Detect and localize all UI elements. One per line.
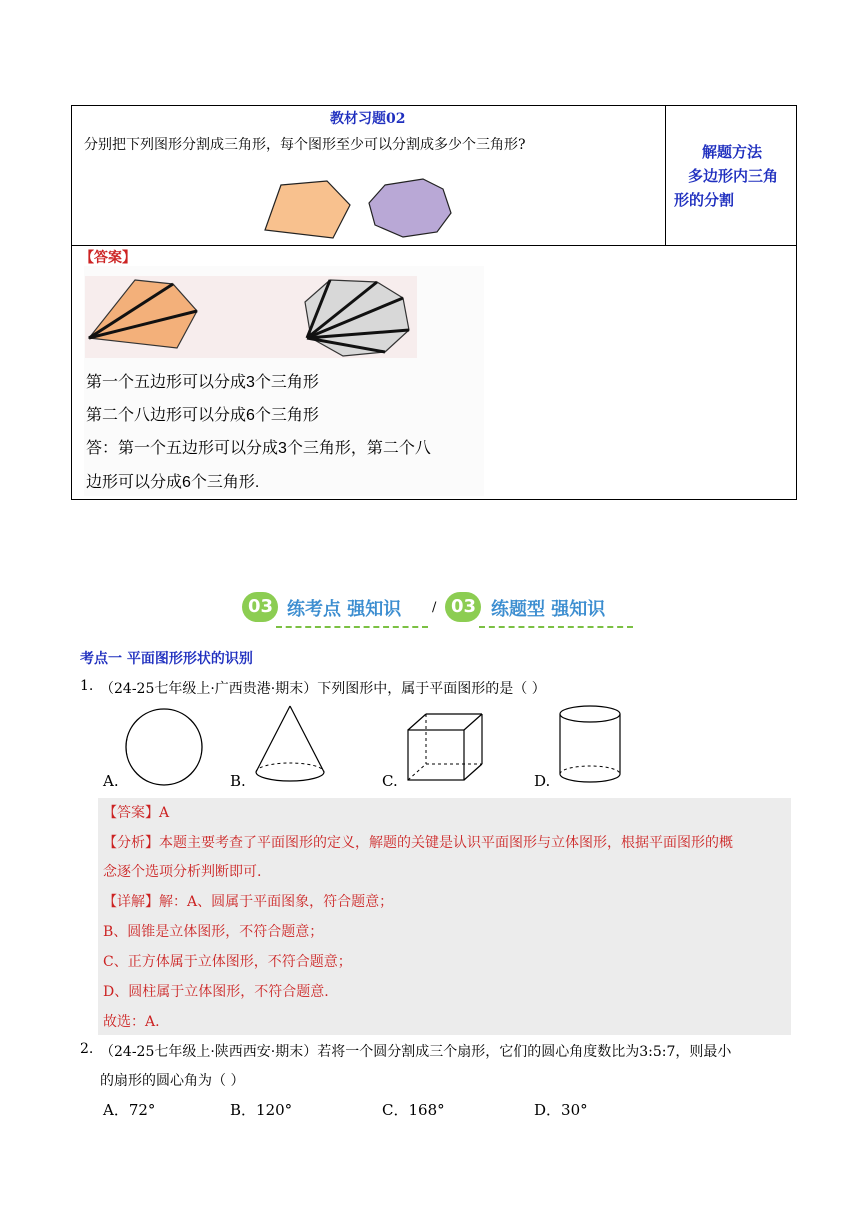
q2-option-b: B．120° <box>230 1101 293 1119</box>
q1-option-d: D. <box>534 772 551 790</box>
q1-detail: 【详解】解：A、圆属于平面图象，符合题意； <box>103 894 394 910</box>
cylinder-figure <box>560 706 620 782</box>
banner-underline-right <box>479 626 633 628</box>
octagon-shape <box>369 179 451 237</box>
pentagon-shape <box>265 181 350 238</box>
circle-figure <box>126 709 202 785</box>
q1-option-c: C. <box>382 772 398 790</box>
banner-underline-left <box>276 626 428 628</box>
answer-line-2: 第二个八边形可以分成6个三角形 <box>86 407 319 424</box>
q1-option-b: B. <box>230 772 246 790</box>
q1-detail-b: B、圆锥是立体图形，不符合题意； <box>103 924 324 940</box>
question-polygons <box>255 175 465 245</box>
q2-option-a: A．72° <box>103 1101 156 1119</box>
q1-figures <box>120 702 640 787</box>
cube-figure <box>408 714 482 780</box>
q1-conclusion: 故选：A. <box>103 1014 160 1030</box>
answer-diagram <box>85 276 417 358</box>
box-divider-vertical <box>665 105 666 245</box>
q1-detail-d: D、圆柱属于立体图形，不符合题意. <box>103 984 329 1000</box>
q1-analysis: 【分析】本题主要考查了平面图形的定义，解题的关键是认识平面图形与立体图形，根据平面图形的概 <box>103 835 733 851</box>
answer-line-1: 第一个五边形可以分成3个三角形 <box>86 374 319 391</box>
method-line-1: 多边形内三角 <box>688 167 779 185</box>
section-title: 考点一 平面图形形状的识别 <box>80 651 253 667</box>
banner-text-right: 练题型 强知识 <box>491 599 606 620</box>
answer-tag: 【答案】 <box>80 250 136 266</box>
q2-number: 2. <box>80 1041 94 1057</box>
answer-line-4: 边形可以分成6个三角形. <box>86 474 260 491</box>
banner-badge-right-text: 03 <box>451 596 477 617</box>
banner-badge-left-text: 03 <box>248 596 274 617</box>
q1-option-a: A. <box>103 772 119 790</box>
exercise-question: 分别把下列图形分割成三角形，每个图形至少可以分割成多少个三角形? <box>84 137 526 153</box>
banner-separator: / <box>432 600 437 615</box>
q1-analysis-cont: 念逐个选项分析判断即可. <box>103 864 262 880</box>
q2-stem-cont: 的扇形的圆心角为（ ） <box>100 1073 245 1089</box>
method-title: 解题方法 <box>702 143 763 161</box>
q2-option-d: D．30° <box>534 1101 588 1119</box>
q2-stem: （24-25七年级上·陕西西安·期末）若将一个圆分割成三个扇形，它们的圆心角度数比为3:5:7，则最小 <box>100 1044 732 1060</box>
q1-answer: 【答案】A <box>103 805 170 821</box>
q1-number: 1. <box>80 678 94 694</box>
banner-text-left: 练考点 强知识 <box>287 599 402 620</box>
box-divider-horizontal <box>71 245 797 246</box>
q2-option-c: C．168° <box>382 1101 445 1119</box>
q1-stem: （24-25七年级上·广西贵港·期末）下列图形中，属于平面图形的是（ ） <box>100 681 546 697</box>
answer-line-3: 答：第一个五边形可以分成3个三角形，第二个八 <box>86 440 431 457</box>
exercise-title: 教材习题02 <box>330 111 406 127</box>
cone-figure <box>256 706 324 781</box>
method-line-2: 形的分割 <box>674 191 735 209</box>
q1-detail-c: C、正方体属于立体图形，不符合题意； <box>103 954 352 970</box>
